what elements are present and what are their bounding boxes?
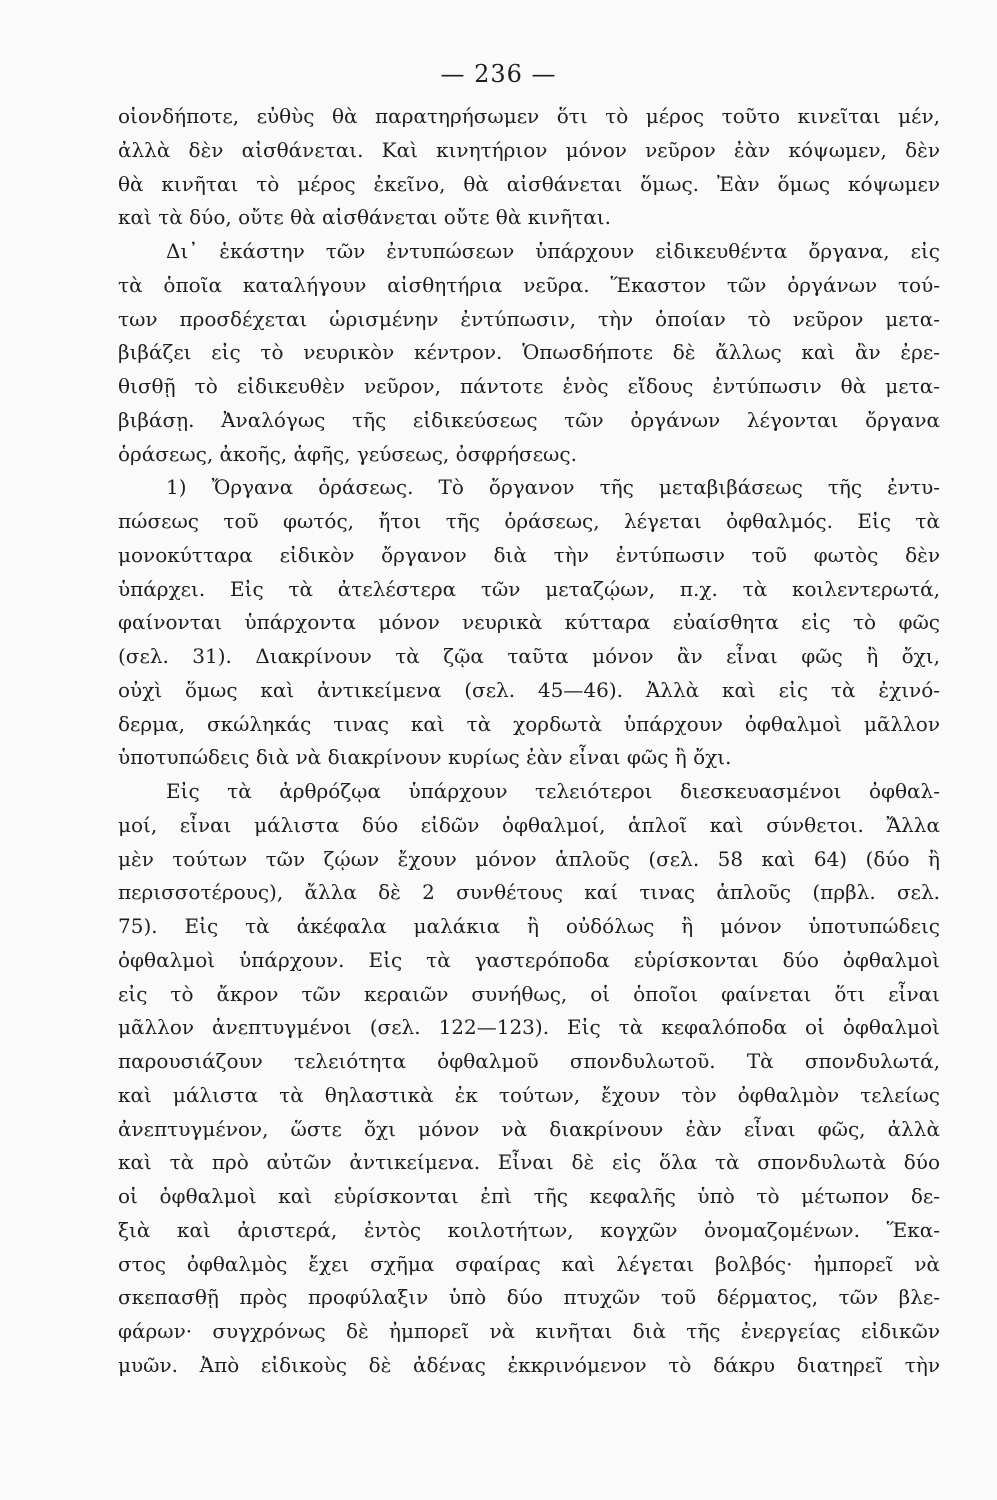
text-line: ὀφθαλμοὶ ὑπάρχουν. Εἰς τὰ γαστερόποδα εὑρίσκονται δύο ὀφθαλμοὶ: [118, 947, 940, 972]
text-line: (σελ. 31). Διακρίνουν τὰ ζῷα ταῦτα μόνον ἂν εἶναι φῶς ἢ ὄχι,: [118, 644, 940, 668]
text-line: καὶ τὰ πρὸ αὐτῶν ἀντικείμενα. Εἶναι δὲ εἰς ὅλα τὰ σπονδυλωτὰ δύο: [118, 1150, 940, 1175]
text-line: καὶ μάλιστα τὰ θηλαστικὰ ἐκ τούτων, ἔχουν τὸν ὀφθαλμὸν τελείως: [118, 1082, 940, 1107]
text-line: μὲν τούτων τῶν ζῴων ἔχουν μόνον ἁπλοῦς (σελ. 58 καὶ 64) (δύο ἢ: [118, 846, 940, 871]
text-line: των προσδέχεται ὡρισμένην ἐντύπωσιν, τὴν ὁποίαν τὸ νεῦρον μετα-: [118, 306, 940, 331]
text-line: περισσοτέρους), ἄλλα δὲ 2 συνθέτους καί τινας ἁπλοῦς (πρβλ. σελ.: [118, 880, 940, 905]
text-line: οἱονδήποτε, εὐθὺς θὰ παρατηρήσωμεν ὅτι τὸ μέρος τοῦτο κινεῖται μέν,: [118, 104, 940, 128]
text-line: σκεπασθῇ πρὸς προφύλαξιν ὑπὸ δύο πτυχῶν τοῦ δέρματος, τῶν βλε-: [118, 1285, 940, 1310]
text-line: ξιὰ καὶ ἀριστερά, ἐντὸς κοιλοτήτων, κογχῶν ὀνομαζομένων. Ἕκα-: [118, 1217, 940, 1242]
text-line: Δι᾿ ἑκάστην τῶν ἐντυπώσεων ὑπάρχουν εἰδικευθέντα ὄργανα, εἰς: [166, 239, 940, 263]
text-line: μᾶλλον ἀνεπτυγμένοι (σελ. 122—123). Εἰς τὰ κεφαλόποδα οἱ ὀφθαλμοὶ: [118, 1015, 940, 1040]
body-text: [118, 100, 940, 1383]
text-line: φαίνονται ὑπάρχοντα μόνον νευρικὰ κύτταρα εὐαίσθητα εἰς τὸ φῶς: [118, 610, 940, 635]
text-line: εἰς τὸ ἄκρον τῶν κεραιῶν συνήθως, οἱ ὁποῖοι φαίνεται ὅτι εἶναι: [118, 981, 940, 1006]
text-line: βιβάσῃ. Ἀναλόγως τῆς εἰδικεύσεως τῶν ὀργάνων λέγονται ὄργανα: [118, 407, 940, 432]
text-line: στος ὀφθαλμὸς ἔχει σχῆμα σφαίρας καὶ λέγεται βολβός· ἠμπορεῖ νὰ: [118, 1251, 940, 1276]
text-line: τὰ ὁποῖα καταλήγουν αἰσθητήρια νεῦρα. Ἕκαστον τῶν ὀργάνων τού-: [118, 272, 940, 297]
text-line: Εἰς τὰ ἀρθρόζῳα ὑπάρχουν τελειότεροι διεσκευασμένοι ὀφθαλ-: [166, 779, 940, 803]
text-line: ὑπάρχει. Εἰς τὰ ἀτελέστερα τῶν μεταζῴων, π.χ. τὰ κοιλεντερωτά,: [118, 576, 940, 601]
text-line: οὐχὶ ὅμως καὶ ἀντικείμενα (σελ. 45—46). Ἀλλὰ καὶ εἰς τὰ ἐχινό-: [118, 677, 940, 702]
text-line: ἀνεπτυγμένον, ὥστε ὄχι μόνον νὰ διακρίνουν ἐὰν εἶναι φῶς, ἀλλὰ: [118, 1116, 940, 1141]
text-line: θισθῇ τὸ εἰδικευθὲν νεῦρον, πάντοτε ἑνὸς εἴδους ἐντύπωσιν θὰ μετα-: [118, 374, 940, 398]
text-line: μοί, εἶναι μάλιστα δύο εἰδῶν ὀφθαλμοί, ἁπλοῖ καὶ σύνθετοι. Ἄλλα: [118, 812, 940, 837]
text-line: καὶ τὰ δύο, οὔτε θὰ αἰσθάνεται οὔτε θὰ κινῆται.: [118, 205, 611, 230]
text-line: δερμα, σκώληκάς τινας καὶ τὰ χορδωτὰ ὑπάρχουν ὀφθαλμοὶ μᾶλλον: [118, 711, 940, 736]
text-line: παρουσιάζουν τελειότητα ὀφθαλμοῦ σπονδυλωτοῦ. Τὰ σπονδυλωτά,: [118, 1049, 940, 1073]
text-line: μονοκύτταρα εἰδικὸν ὄργανον διὰ τὴν ἐντύπωσιν τοῦ φωτὸς δὲν: [118, 542, 940, 567]
text-line: βιβάζει εἰς τὸ νευρικὸν κέντρον. Ὁπωσδήποτε δὲ ἄλλως καὶ ἂν ἐρε-: [118, 340, 940, 365]
text-line: 1) Ὄργανα ὁράσεως. Τὸ ὄργανον τῆς μεταβιβάσεως τῆς ἐντυ-: [166, 475, 940, 500]
text-line: οἱ ὀφθαλμοὶ καὶ εὑρίσκονται ἐπὶ τῆς κεφαλῆς ὑπὸ τὸ μέτωπον δε-: [118, 1184, 940, 1208]
text-line: μυῶν. Ἀπὸ εἰδικοὺς δὲ ἀδένας ἐκκρινόμενον τὸ δάκρυ διατηρεῖ τὴν: [118, 1352, 940, 1377]
text-line: ὑποτυπώδεις διὰ νὰ διακρίνουν κυρίως ἐὰν εἶναι φῶς ἢ ὄχι.: [118, 745, 732, 770]
text-line: ἀλλὰ δὲν αἰσθάνεται. Καὶ κινητήριον μόνον νεῦρον ἐὰν κόψωμεν, δὲν: [118, 137, 940, 162]
text-line: πώσεως τοῦ φωτός, ἤτοι τῆς ὁράσεως, λέγεται ὀφθαλμός. Εἰς τὰ: [118, 509, 940, 533]
page-number: — 236 —: [440, 60, 557, 88]
text-line: θὰ κινῆται τὸ μέρος ἐκεῖνο, θὰ αἰσθάνεται ὅμως. Ἐὰν ὅμως κόψωμεν: [118, 171, 940, 196]
text-line: ὁράσεως, ἀκοῆς, ἁφῆς, γεύσεως, ὀσφρήσεως.: [118, 441, 577, 466]
text-line: φάρων· συγχρόνως δὲ ἠμπορεῖ νὰ κινῆται διὰ τῆς ἐνεργείας εἰδικῶν: [118, 1319, 940, 1343]
text-line: 75). Εἰς τὰ ἀκέφαλα μαλάκια ἢ οὐδόλως ἢ μόνον ὑποτυπώδεις: [118, 914, 940, 938]
